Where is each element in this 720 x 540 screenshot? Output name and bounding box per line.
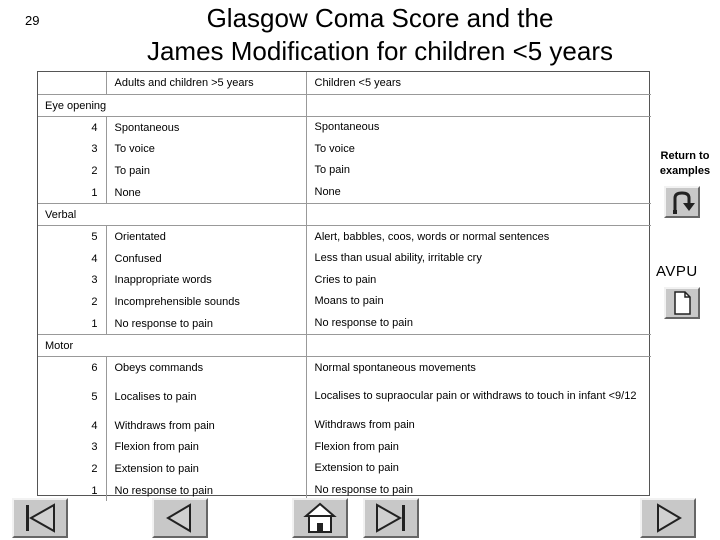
child-response-cell: Localises to supraocular pain or withdraws to touch in infant <9/12 [306, 379, 651, 415]
section-row [38, 204, 651, 226]
table-row [38, 415, 651, 437]
child-response-cell: Cries to pain [306, 270, 651, 292]
score-cell: 4 [91, 121, 98, 134]
table-row [38, 270, 651, 292]
adult-response-cell: Extension to pain [106, 458, 306, 480]
score-cell: 6 [91, 362, 98, 375]
table-row [38, 379, 651, 415]
score-cell: 2 [91, 164, 98, 177]
score-cell: 4 [91, 252, 98, 265]
slide-title [110, 2, 650, 68]
last-slide-icon [365, 500, 417, 536]
adult-response-cell: No response to pain [106, 313, 306, 335]
section-gap [306, 204, 651, 226]
section-label: Verbal [38, 204, 306, 226]
child-response-cell: Moans to pain [306, 291, 651, 313]
section-label: Motor [38, 335, 306, 357]
section-row [38, 335, 651, 357]
child-response-cell: Withdraws from pain [306, 415, 651, 437]
score-cell: 1 [91, 186, 98, 199]
score-cell: 2 [91, 462, 98, 475]
score-cell: 3 [91, 143, 98, 156]
table-row [38, 182, 651, 204]
home-button[interactable] [292, 498, 348, 538]
table-row [38, 226, 651, 248]
child-response-cell: Alert, babbles, coos, words or normal sentences [306, 226, 651, 248]
title-line-2: James Modification for children <5 years [146, 36, 614, 66]
section-gap [306, 95, 651, 117]
table-row [38, 291, 651, 313]
adult-response-cell: To pain [106, 160, 306, 182]
child-response-cell: Normal spontaneous movements [306, 357, 651, 379]
child-response-cell: To voice [306, 139, 651, 161]
table-row [38, 117, 651, 139]
last-slide-button[interactable] [363, 498, 419, 538]
child-response-cell: To pain [306, 160, 651, 182]
table-row [38, 458, 651, 480]
section-label: Eye opening [38, 95, 306, 117]
table-row [38, 437, 651, 459]
child-response-cell: Flexion from pain [306, 437, 651, 459]
header-children: Children <5 years [306, 72, 651, 95]
score-cell: 5 [91, 390, 98, 403]
gcs-table-body [38, 72, 651, 501]
adult-response-cell: Incomprehensible sounds [106, 291, 306, 313]
header-score-cell [38, 72, 106, 95]
section-row [38, 95, 651, 117]
home-icon [294, 500, 346, 536]
adult-response-cell: Obeys commands [106, 357, 306, 379]
score-cell: 5 [91, 231, 98, 244]
adult-response-cell: Localises to pain [106, 379, 306, 415]
adult-response-cell: No response to pain [106, 480, 306, 502]
table-row [38, 313, 651, 335]
score-cell: 1 [91, 484, 98, 497]
child-response-cell: No response to pain [306, 313, 651, 335]
adult-response-cell: None [106, 182, 306, 204]
avpu-button[interactable] [664, 287, 700, 319]
next-slide-icon [642, 500, 694, 536]
table-row [38, 139, 651, 161]
return-to-examples-button[interactable] [664, 186, 700, 218]
first-slide-icon [14, 500, 66, 536]
table-row [38, 248, 651, 270]
title-line-1: Glasgow Coma Score and the [206, 3, 554, 33]
score-cell: 3 [91, 441, 98, 454]
adult-response-cell: Spontaneous [106, 117, 306, 139]
adult-response-cell: Withdraws from pain [106, 415, 306, 437]
adult-response-cell: Flexion from pain [106, 437, 306, 459]
child-response-cell: None [306, 182, 651, 204]
score-cell: 1 [91, 317, 98, 330]
table-row [38, 160, 651, 182]
adult-response-cell: Confused [106, 248, 306, 270]
u-turn-arrow-icon [666, 188, 698, 216]
next-slide-button[interactable] [640, 498, 696, 538]
slide-number: 29 [25, 13, 40, 28]
child-response-cell: Less than usual ability, irritable cry [306, 248, 651, 270]
adult-response-cell: To voice [106, 139, 306, 161]
score-cell: 2 [91, 295, 98, 308]
table-row [38, 357, 651, 379]
avpu-label: AVPU [656, 263, 698, 280]
table-header-row [38, 72, 651, 95]
score-cell: 4 [91, 419, 98, 432]
adult-response-cell: Inappropriate words [106, 270, 306, 292]
section-gap [306, 335, 651, 357]
child-response-cell: No response to pain [306, 480, 651, 502]
return-to-examples-label: Return to examples [659, 150, 711, 177]
header-adults: Adults and children >5 years [106, 72, 306, 95]
child-response-cell: Extension to pain [306, 458, 651, 480]
child-response-cell: Spontaneous [306, 117, 651, 139]
score-cell: 3 [91, 274, 98, 287]
first-slide-button[interactable] [12, 498, 68, 538]
previous-slide-button[interactable] [152, 498, 208, 538]
previous-slide-icon [154, 500, 206, 536]
gcs-table-grid [38, 72, 651, 501]
document-icon [666, 289, 698, 317]
adult-response-cell: Orientated [106, 226, 306, 248]
gcs-table [37, 71, 650, 496]
